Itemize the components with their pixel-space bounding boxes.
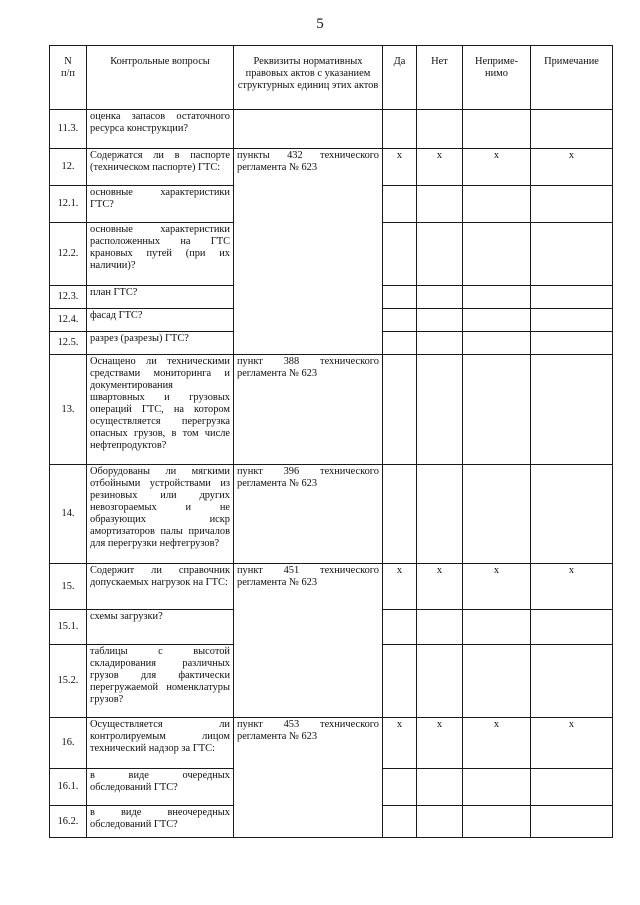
row-number: 15.2.: [50, 645, 87, 718]
header-questions: Контрольные вопросы: [87, 46, 234, 110]
cell-no: x: [417, 564, 463, 610]
cell-not-applicable[interactable]: [463, 186, 531, 223]
row-question: план ГТС?: [87, 286, 234, 309]
cell-not-applicable[interactable]: [463, 332, 531, 355]
cell-not-applicable: x: [463, 149, 531, 186]
cell-yes[interactable]: [383, 186, 417, 223]
row-number: 12.3.: [50, 286, 87, 309]
header-not-applicable: Неприме- нимо: [463, 46, 531, 110]
row-question: таблицы с высотой складирования различных грузов для фактически перегружаемой номенклатуры грузов?: [87, 645, 234, 718]
cell-yes[interactable]: [383, 110, 417, 149]
cell-yes[interactable]: [383, 355, 417, 465]
cell-no[interactable]: [417, 769, 463, 806]
cell-no: x: [417, 149, 463, 186]
row-number: 12.1.: [50, 186, 87, 223]
cell-not-applicable[interactable]: [463, 355, 531, 465]
cell-no[interactable]: [417, 332, 463, 355]
checklist-table: [49, 45, 613, 838]
cell-note[interactable]: [531, 110, 613, 149]
cell-note[interactable]: [531, 332, 613, 355]
table-row: [50, 564, 613, 610]
row-reference: пункты 432 технического регламента № 623: [234, 149, 383, 355]
cell-not-applicable: x: [463, 564, 531, 610]
cell-note[interactable]: [531, 645, 613, 718]
cell-no[interactable]: [417, 309, 463, 332]
cell-no[interactable]: [417, 110, 463, 149]
row-question: Оборудованы ли мягкими отбойными устройствами из резиновых или других невозгораемых и не образующих искр амортизаторов палы причалов для перегрузки нефтегрузов?: [87, 465, 234, 564]
cell-note[interactable]: [531, 286, 613, 309]
header-num: N п/п: [50, 46, 87, 110]
row-question: Содержит ли справочник допускаемых нагрузок на ГТС:: [87, 564, 234, 610]
header-row: [50, 46, 613, 110]
cell-no: x: [417, 718, 463, 769]
cell-note[interactable]: [531, 465, 613, 564]
cell-no[interactable]: [417, 186, 463, 223]
cell-yes[interactable]: [383, 223, 417, 286]
row-question: в виде внеочередных обследований ГТС?: [87, 806, 234, 838]
table-row: [50, 355, 613, 465]
row-number: 16.1.: [50, 769, 87, 806]
cell-yes[interactable]: [383, 769, 417, 806]
row-reference: [234, 110, 383, 149]
row-question: Содержатся ли в паспорте (техническом паспорте) ГТС:: [87, 149, 234, 186]
cell-no[interactable]: [417, 223, 463, 286]
cell-no[interactable]: [417, 355, 463, 465]
cell-yes[interactable]: [383, 309, 417, 332]
cell-yes[interactable]: [383, 806, 417, 838]
row-question: фасад ГТС?: [87, 309, 234, 332]
cell-yes: x: [383, 564, 417, 610]
cell-yes[interactable]: [383, 465, 417, 564]
cell-not-applicable[interactable]: [463, 769, 531, 806]
cell-note: x: [531, 149, 613, 186]
row-question: основные характеристики ГТС?: [87, 186, 234, 223]
cell-note[interactable]: [531, 806, 613, 838]
cell-yes: x: [383, 149, 417, 186]
row-question: разрез (разрезы) ГТС?: [87, 332, 234, 355]
row-question: Оснащено ли техническими средствами мониторинга и документирования швартовных и грузовых операций ГТС, на котором осуществляется перегрузка опасных грузов, в том числе нефтепродуктов?: [87, 355, 234, 465]
row-question: схемы загрузки?: [87, 610, 234, 645]
row-question: основные характеристики расположенных на ГТС крановых путей (при их наличии)?: [87, 223, 234, 286]
cell-yes[interactable]: [383, 645, 417, 718]
header-no: Нет: [417, 46, 463, 110]
cell-not-applicable[interactable]: [463, 645, 531, 718]
cell-no[interactable]: [417, 465, 463, 564]
header-yes: Да: [383, 46, 417, 110]
cell-yes: x: [383, 718, 417, 769]
row-number: 16.: [50, 718, 87, 769]
table-row: [50, 110, 613, 149]
header-reference: Реквизиты нормативных правовых актов с указанием структурных единиц этих актов: [234, 46, 383, 110]
row-number: 12.4.: [50, 309, 87, 332]
cell-no[interactable]: [417, 610, 463, 645]
cell-no[interactable]: [417, 806, 463, 838]
row-number: 16.2.: [50, 806, 87, 838]
row-number: 11.3.: [50, 110, 87, 149]
cell-no[interactable]: [417, 645, 463, 718]
cell-not-applicable[interactable]: [463, 806, 531, 838]
row-question: оценка запасов остаточного ресурса конструкции?: [87, 110, 234, 149]
header-note: Примечание: [531, 46, 613, 110]
cell-note[interactable]: [531, 309, 613, 332]
row-number: 14.: [50, 465, 87, 564]
row-question: в виде очередных обследований ГТС?: [87, 769, 234, 806]
cell-not-applicable[interactable]: [463, 110, 531, 149]
cell-no[interactable]: [417, 286, 463, 309]
cell-note[interactable]: [531, 769, 613, 806]
cell-note[interactable]: [531, 186, 613, 223]
row-question: Осуществляется ли контролируемым лицом технический надзор за ГТС:: [87, 718, 234, 769]
row-reference: пункт 388 технического регламента № 623: [234, 355, 383, 465]
cell-note[interactable]: [531, 355, 613, 465]
page-number: 5: [316, 16, 324, 32]
cell-not-applicable[interactable]: [463, 465, 531, 564]
cell-not-applicable[interactable]: [463, 286, 531, 309]
row-number: 12.2.: [50, 223, 87, 286]
row-reference: пункт 451 технического регламента № 623: [234, 564, 383, 718]
cell-yes[interactable]: [383, 286, 417, 309]
cell-yes[interactable]: [383, 610, 417, 645]
row-number: 15.1.: [50, 610, 87, 645]
cell-note: x: [531, 718, 613, 769]
cell-note[interactable]: [531, 610, 613, 645]
cell-note: x: [531, 564, 613, 610]
table-row: [50, 149, 613, 186]
row-number: 13.: [50, 355, 87, 465]
cell-note[interactable]: [531, 223, 613, 286]
table-row: [50, 718, 613, 769]
row-number: 12.5.: [50, 332, 87, 355]
cell-yes[interactable]: [383, 332, 417, 355]
row-reference: пункт 453 технического регламента № 623: [234, 718, 383, 838]
cell-not-applicable[interactable]: [463, 309, 531, 332]
row-number: 12.: [50, 149, 87, 186]
cell-not-applicable: x: [463, 718, 531, 769]
cell-not-applicable[interactable]: [463, 223, 531, 286]
cell-not-applicable[interactable]: [463, 610, 531, 645]
table-row: [50, 465, 613, 564]
row-number: 15.: [50, 564, 87, 610]
row-reference: пункт 396 технического регламента № 623: [234, 465, 383, 564]
